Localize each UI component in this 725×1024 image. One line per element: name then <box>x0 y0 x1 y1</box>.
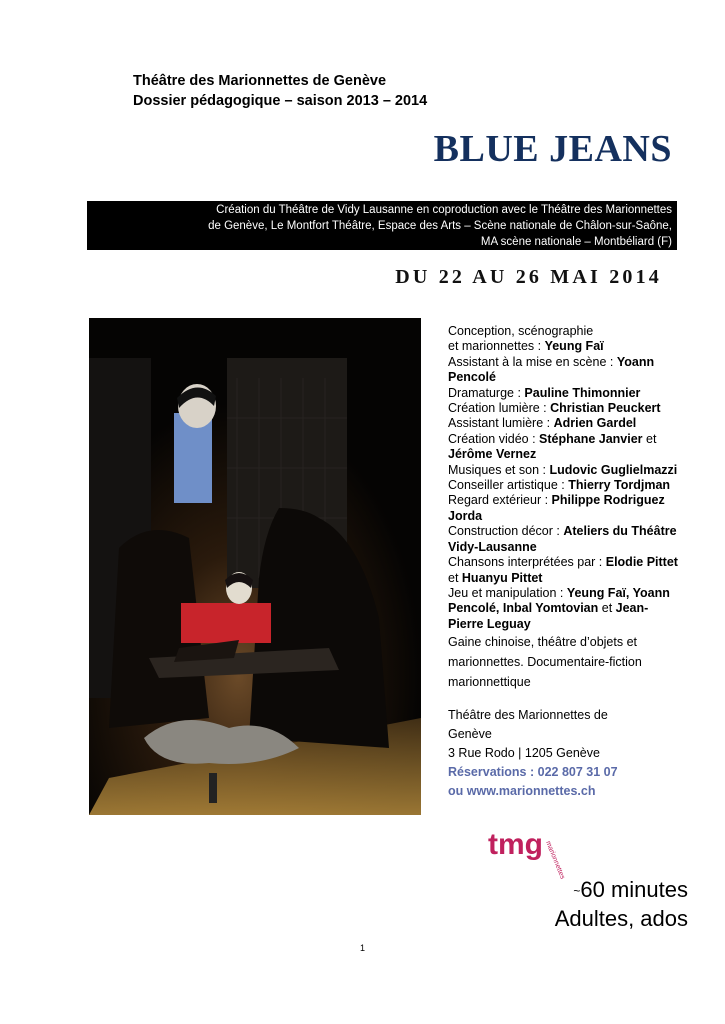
venue-info <box>448 706 698 801</box>
credit-line: Pencolé, Inbal Yomtovian et Jean- <box>448 601 649 616</box>
credit-line: Assistant lumière : Adrien Gardel <box>448 416 637 431</box>
credit-line: Pierre Leguay <box>448 616 531 631</box>
venue-name-line: Théâtre des Marionnettes de <box>448 708 608 722</box>
credit-line: Jeu et manipulation : Yeung Faï, Yoann <box>448 585 670 600</box>
header-dossier-season: Dossier pédagogique – saison 2013 – 2014 <box>133 93 428 109</box>
credit-line: Regard extérieur : Philippe Rodriguez <box>448 493 665 508</box>
credit-line: Vidy-Lausanne <box>448 539 537 554</box>
credit-line: Dramaturge : Pauline Thimonnier <box>448 385 641 400</box>
production-line: de Genève, Le Montfort Théâtre, Espace des Arts – Scène nationale de Châlon-sur-Saône, <box>208 220 672 232</box>
duration-value: 60 minutes <box>580 877 688 902</box>
credit-line: et Huanyu Pittet <box>448 570 543 585</box>
duration-audience <box>555 876 688 933</box>
credit-line: Création lumière : Christian Peuckert <box>448 401 661 416</box>
credit-line: Assistant à la mise en scène : Yoann <box>448 354 655 369</box>
credits-list <box>448 324 698 632</box>
duration <box>555 876 688 905</box>
production-banner <box>87 201 677 250</box>
show-photograph <box>89 318 421 815</box>
credit-line: Jorda <box>448 508 483 523</box>
description-line: Gaine chinoise, théâtre d’objets et <box>448 635 638 649</box>
description-line: marionnettes. Documentaire-fiction <box>448 655 642 669</box>
header-theatre-name: Théâtre des Marionnettes de Genève <box>133 73 387 89</box>
approx-sign: ~ <box>573 884 581 899</box>
performance-dates: DU 22 AU 26 MAI 2014 <box>395 266 662 288</box>
venue-address: 3 Rue Rodo | 1205 Genève <box>448 746 600 760</box>
credit-line: Conception, scénographie <box>448 324 594 338</box>
credit-line: et marionnettes : Yeung Faï <box>448 339 604 354</box>
description-line: marionnettique <box>448 675 531 689</box>
credit-line: Création vidéo : Stéphane Janvier et <box>448 431 657 446</box>
show-title: BLUE JEANS <box>433 128 672 170</box>
credit-line: Jérôme Vernez <box>448 447 537 462</box>
document-header <box>133 71 427 111</box>
credit-line: Pencolé <box>448 370 496 385</box>
logo-letters: tmg <box>488 828 543 861</box>
production-line: MA scène nationale – Montbéliard (F) <box>480 236 672 248</box>
website-link[interactable]: ou www.marionnettes.ch <box>448 784 596 798</box>
production-line: Création du Théâtre de Vidy Lausanne en coproduction avec le Théâtre des Marionnettes <box>216 204 672 216</box>
credit-line: Musiques et son : Ludovic Guglielmazzi <box>448 462 678 477</box>
audience: Adultes, ados <box>554 906 688 932</box>
show-description <box>448 632 698 692</box>
tmg-logo <box>488 820 566 883</box>
reservation-phone[interactable]: Réservations : 022 807 31 07 <box>448 765 618 779</box>
venue-name-line: Genève <box>448 727 492 741</box>
page-number: 1 <box>359 943 365 953</box>
logo-tagline: marionnettes <box>544 840 566 881</box>
credit-line: Chansons interprétées par : Elodie Pittet <box>448 555 678 570</box>
credit-line: Construction décor : Ateliers du Théâtre <box>448 524 677 539</box>
credit-line: Conseiller artistique : Thierry Tordjman <box>448 478 671 493</box>
